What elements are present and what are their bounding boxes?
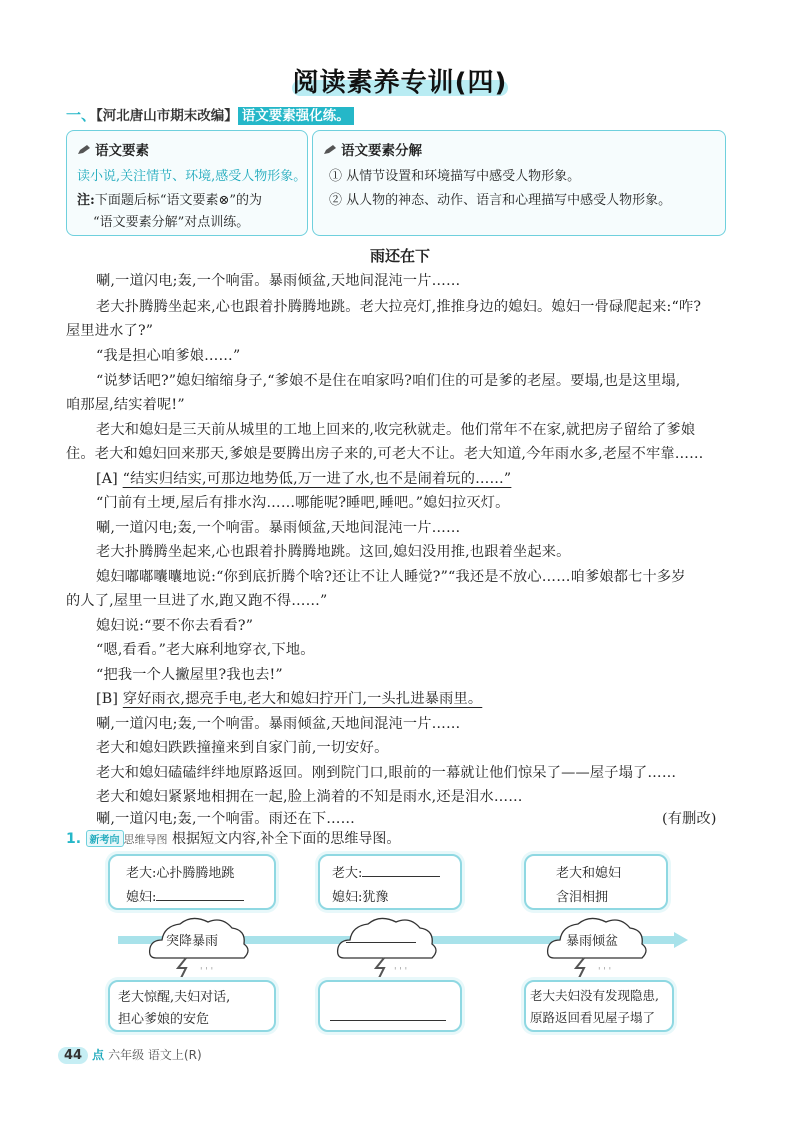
note-label: 注: [77, 193, 95, 208]
page-footer [58, 1046, 202, 1064]
note-line-2: “语文要素分解”对点训练。 [93, 215, 250, 230]
passage-line: 媳妇嘟嘟囔囔地说:“你到底折腾个啥?还让不让人睡觉?”“我还是不放心……咱爹娘都七十多岁 [96, 569, 686, 585]
cloud-1-label: 突降暴雨 [166, 934, 219, 949]
note-line-1: 下面题后标“语文要素⊗”的为 [94, 193, 262, 208]
breakdown-item-1: ① 从情节设置和环境描写中感受人物形象。 [329, 169, 581, 184]
svg-text:' ' ': ' ' ' [598, 967, 612, 977]
passage-line: 住。老大和媳妇回来那天,爹娘是要腾出房子来的,可老大不让。老大知道,今年雨水多,老屋不牢靠…… [66, 446, 704, 462]
passage-title: 雨还在下 [369, 247, 430, 265]
bottom3-line2: 原路返回看见屋子塌了 [530, 1010, 656, 1025]
passage-line: 老大扑腾腾坐起来,心也跟着扑腾腾地跳。这回,媳妇没用推,也跟着坐起来。 [96, 544, 571, 560]
passage-note: (有删改) [662, 811, 717, 827]
cloud-icon [548, 918, 646, 980]
passage-line: 唰,一道闪电;轰,一个响雷。暴雨倾盆,天地间混沌一片…… [96, 716, 461, 732]
passage-line: 的人了,屋里一旦进了水,跑又跑不得……” [66, 593, 328, 609]
passage-line: 咱那屋,结实着呢!” [66, 397, 185, 413]
box2-line1 [332, 862, 440, 881]
passage-line: 唰,一道闪电;轰,一个响雷。暴雨倾盆,天地间混沌一片…… [96, 520, 461, 536]
passage-line: 老大和媳妇磕磕绊绊地原路返回。刚到院门口,眼前的一幕就让他们惊呆了——屋子塌了…… [96, 765, 677, 781]
breakdown-box-heading [323, 139, 422, 159]
element-box-title: 语文要素 [95, 143, 149, 159]
question-number: 1. [66, 831, 82, 847]
mindmap-bottom-1 [108, 980, 276, 1032]
page-number: 44 [58, 1047, 88, 1064]
section-task: 语文要素强化练。 [238, 107, 354, 125]
cloud-icon [338, 918, 436, 980]
cloud-3-label: 暴雨倾盆 [566, 934, 619, 949]
brand-logo: 点 [92, 1048, 105, 1062]
section-source: 【河北唐山市期末改编】 [96, 108, 238, 124]
passage-marked-a [96, 468, 511, 488]
passage-line: 老大和媳妇是三天前从城里的工地上回来的,收完秋就走。他们常年不在家,就把房子留给了爹娘 [96, 422, 696, 438]
passage-line: “把我一个人撇屋里?我也去!” [96, 667, 283, 683]
box1-line1: 老大:心扑腾腾地跳 [126, 866, 235, 881]
cloud-2-blank [346, 932, 416, 947]
mark-b: [B] [96, 691, 119, 707]
mindmap-bottom-2 [318, 980, 462, 1032]
passage-marked-b [96, 688, 482, 708]
new-badge: 新考向 [86, 830, 124, 847]
passage-line: “嗯,看看。”老大麻利地穿衣,下地。 [96, 642, 315, 658]
box1-line2 [126, 886, 244, 905]
breakdown-box [312, 130, 726, 236]
mark-a: [A] [96, 471, 118, 487]
breakdown-box-title: 语文要素分解 [341, 143, 422, 159]
element-box-heading [77, 139, 149, 159]
answer-blank[interactable] [362, 876, 440, 877]
breakdown-item-2: ② 从人物的神态、动作、语言和心理描写中感受人物形象。 [329, 193, 672, 208]
bottom1-line2: 担心爹娘的安危 [118, 1012, 210, 1027]
section-number: 一、 [66, 106, 97, 124]
box3-line1: 老大和媳妇 [556, 866, 622, 881]
passage-line: 老大扑腾腾坐起来,心也跟着扑腾腾地跳。老大拉亮灯,推推身边的媳妇。媳妇一骨碌爬起来:“咋? [96, 299, 702, 315]
bottom1-line1: 老大惊醒,夫妇对话, [118, 990, 231, 1005]
grade-label: 六年级 语文上(R) [108, 1048, 202, 1062]
passage-line: 老大和媳妇紧紧地相拥在一起,脸上淌着的不知是雨水,还是泪水…… [96, 789, 523, 805]
passage-line: 媳妇说:“要不你去看看?” [96, 618, 254, 634]
page-title: 阅读素养专训(四) [292, 68, 508, 98]
question-text: 根据短文内容,补全下面的思维导图。 [171, 831, 401, 847]
passage-line: 唰,一道闪电;轰,一个响雷。暴雨倾盆,天地间混沌一片…… [96, 273, 461, 289]
mark-a-text: “结实归结实,可那边地势低,万一进了水,也不是闹着玩的……” [122, 471, 512, 487]
box1-label: 媳妇: [126, 890, 157, 905]
mindmap-box-1 [108, 854, 276, 910]
mindmap-box-3 [524, 854, 668, 910]
passage-line: “说梦话吧?”媳妇缩缩身子,“爹娘不是住在咱家吗?咱们住的可是爹的老屋。要塌,也是这里塌, [96, 373, 681, 389]
bottom3-line1: 老大夫妇没有发现隐患, [530, 988, 659, 1003]
answer-blank[interactable] [156, 900, 244, 901]
cloud-icon [150, 918, 248, 980]
answer-blank[interactable] [346, 942, 416, 943]
passage-line: 唰,一道闪电;轰,一个响雷。雨还在下…… [96, 811, 355, 827]
mindmap-box-2 [318, 854, 462, 910]
box2-line2: 媳妇:犹豫 [332, 890, 389, 905]
mindmap-bottom-3 [524, 980, 674, 1032]
pencil-icon [77, 145, 91, 155]
question-1 [66, 828, 400, 848]
passage-line: 屋里进水了?” [66, 323, 154, 339]
pencil-icon [323, 145, 337, 155]
passage-line: “我是担心咱爹娘……” [96, 348, 241, 364]
box3-line2: 含泪相拥 [556, 890, 609, 905]
type-badge: 思维导图 [123, 833, 168, 846]
svg-text:' ' ': ' ' ' [394, 967, 408, 977]
passage-line: “门前有土埂,屋后有排水沟……哪能呢?睡吧,睡吧。”媳妇拉灭灯。 [96, 495, 510, 511]
element-box-note [77, 189, 262, 208]
element-box [66, 130, 308, 236]
section-header [66, 104, 354, 125]
box2-label: 老大: [332, 866, 363, 881]
bottom2-blank [330, 1010, 446, 1025]
element-box-line: 读小说,关注情节、环境,感受人物形象。 [77, 169, 307, 184]
mark-b-text: 穿好雨衣,摁亮手电,老大和媳妇拧开门,一头扎进暴雨里。 [122, 691, 483, 707]
answer-blank[interactable] [330, 1020, 446, 1021]
svg-text:' ' ': ' ' ' [200, 967, 214, 977]
passage-line: 老大和媳妇跌跌撞撞来到自家门前,一切安好。 [96, 740, 389, 756]
